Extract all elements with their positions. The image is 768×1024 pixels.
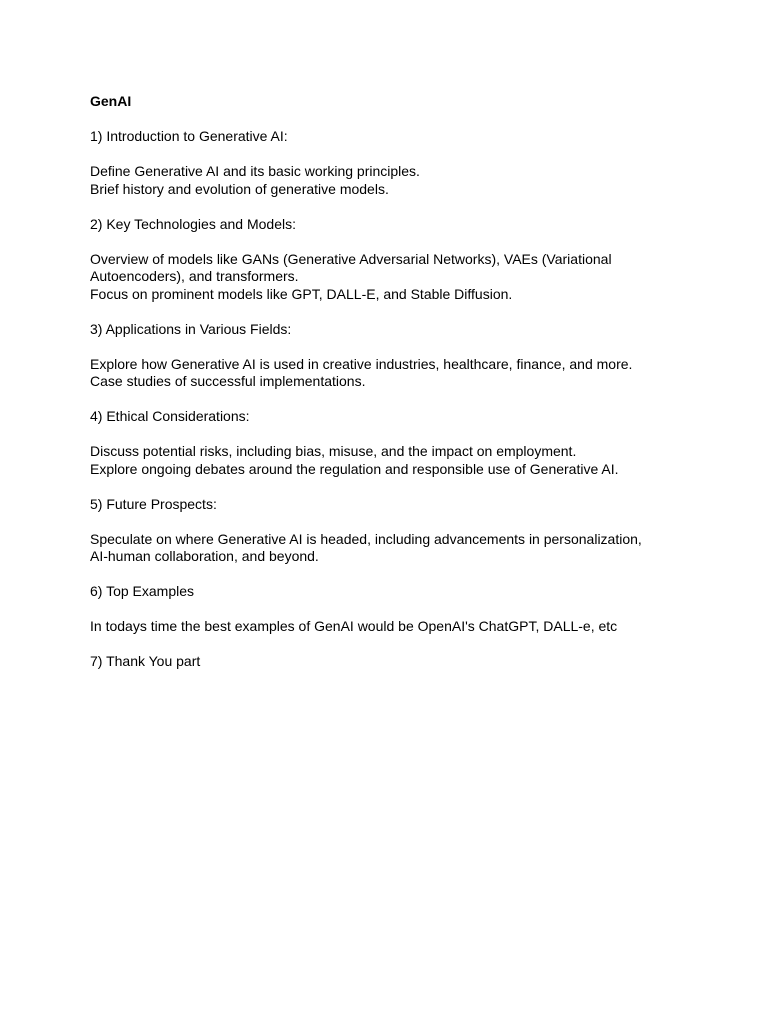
spacer [90, 338, 650, 356]
spacer [90, 426, 650, 444]
section-line: Speculate on where Generative AI is headed, including advancements in personalization, AI-human collaboration, and beyond. [90, 530, 642, 564]
section-line: Discuss potential risks, including bias, misuse, and the impact on employment. [90, 443, 577, 459]
section-line: Overview of models like GANs (Generative Adversarial Networks), VAEs (Variational Autoencoders), and transformers. [90, 250, 612, 284]
spacer [90, 391, 650, 409]
spacer [90, 601, 650, 619]
spacer [90, 566, 650, 584]
section-heading-top-examples: 6) Top Examples [90, 583, 195, 599]
section-line: Focus on prominent models like GPT, DALL-E, and Stable Diffusion. [90, 285, 513, 302]
section-line: Case studies of successful implementations. [90, 373, 366, 389]
section-heading-applications: 3) Applications in Various Fields: [90, 320, 292, 337]
section-line: Define Generative AI and its basic working principles. [90, 163, 420, 179]
section-line: In todays time the best examples of GenAI would be OpenAI's ChatGPT, DALL-e, etc [90, 618, 618, 634]
section-heading-key-technologies: 2) Key Technologies and Models: [90, 215, 296, 232]
document-body [90, 93, 650, 671]
spacer [90, 146, 650, 164]
section-heading-future-prospects: 5) Future Prospects: [90, 495, 217, 512]
section-heading-ethical-considerations: 4) Ethical Considerations: [90, 408, 250, 424]
spacer [90, 111, 650, 129]
section-line: Explore how Generative AI is used in creative industries, healthcare, finance, and more. [90, 355, 633, 372]
spacer [90, 233, 650, 251]
section-line: Brief history and evolution of generative models. [90, 180, 389, 197]
spacer [90, 513, 650, 531]
section-heading-introduction: 1) Introduction to Generative AI: [90, 128, 288, 144]
spacer [90, 636, 650, 654]
spacer [90, 303, 650, 321]
section-line: Explore ongoing debates around the regulation and responsible use of Generative AI. [90, 460, 619, 477]
section-heading-thank-you: 7) Thank You part [90, 653, 201, 669]
spacer [90, 478, 650, 496]
document-title: GenAI [90, 93, 132, 109]
spacer [90, 198, 650, 216]
